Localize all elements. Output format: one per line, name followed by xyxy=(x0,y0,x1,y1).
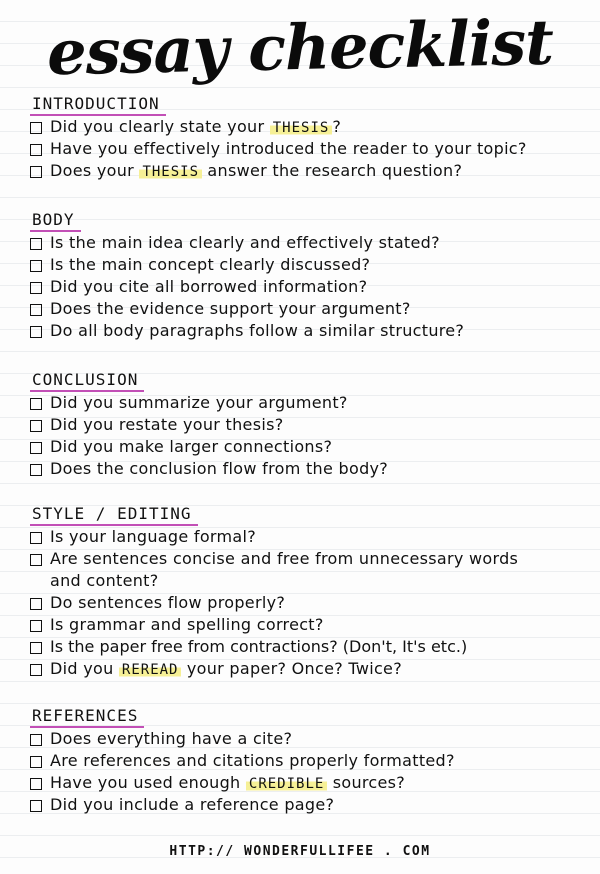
checklist-item xyxy=(26,320,592,342)
item-text: Is your language formal? xyxy=(50,527,257,546)
item-text: Have you effectively introduced the reader to your topic? xyxy=(50,139,527,158)
item-text-part: ? xyxy=(332,117,342,136)
item-text xyxy=(50,116,592,139)
item-text xyxy=(50,160,592,183)
checkbox[interactable] xyxy=(30,620,42,632)
checklist-item xyxy=(26,794,592,816)
item-text: Does the evidence support your argument? xyxy=(50,299,411,318)
checkbox[interactable] xyxy=(30,144,42,156)
checklist-item xyxy=(26,728,592,750)
checkbox[interactable] xyxy=(30,642,42,654)
checkbox[interactable] xyxy=(30,398,42,410)
checklist-item xyxy=(26,116,592,138)
checkbox[interactable] xyxy=(30,260,42,272)
item-text: Are references and citations properly formatted? xyxy=(50,751,455,770)
checkbox[interactable] xyxy=(30,304,42,316)
checklist-item xyxy=(26,160,592,182)
checklist-item xyxy=(26,592,592,614)
item-text xyxy=(50,772,592,795)
item-text: Did you include a reference page? xyxy=(50,795,335,814)
item-text: Are sentences concise and free from unnecessary words and content? xyxy=(50,549,519,590)
section-heading: BODY xyxy=(30,210,81,232)
checkbox[interactable] xyxy=(30,442,42,454)
item-text: Do sentences flow properly? xyxy=(50,593,286,612)
item-text: Does everything have a cite? xyxy=(50,729,293,748)
checklist-item xyxy=(26,414,592,436)
item-text: Did you summarize your argument? xyxy=(50,393,348,412)
checklist-item xyxy=(26,548,592,592)
highlighted-word: THESIS xyxy=(139,164,202,180)
item-text: Is grammar and spelling correct? xyxy=(50,615,324,634)
checkbox[interactable] xyxy=(30,598,42,610)
checkbox[interactable] xyxy=(30,420,42,432)
item-text: Did you restate your thesis? xyxy=(50,415,284,434)
section-body xyxy=(26,210,592,342)
item-text-part: answer the research question? xyxy=(202,161,463,180)
item-text: Is the main idea clearly and effectively stated? xyxy=(50,233,440,252)
checkbox[interactable] xyxy=(30,664,42,676)
checklist-item xyxy=(26,636,592,658)
checkbox[interactable] xyxy=(30,756,42,768)
checkbox[interactable] xyxy=(30,800,42,812)
section-introduction xyxy=(26,94,592,182)
checklist-item xyxy=(26,276,592,298)
checkbox[interactable] xyxy=(30,554,42,566)
item-text: Do all body paragraphs follow a similar structure? xyxy=(50,321,465,340)
checklist-item xyxy=(26,254,592,276)
section-references xyxy=(26,706,592,816)
checkbox[interactable] xyxy=(30,464,42,476)
checklist-item xyxy=(26,614,592,636)
item-text-part: Did you xyxy=(50,659,119,678)
item-text: Is the main concept clearly discussed? xyxy=(50,255,371,274)
section-heading: CONCLUSION xyxy=(30,370,144,392)
item-text-part: Have you used enough xyxy=(50,773,246,792)
checklist-item xyxy=(26,458,592,480)
checkbox[interactable] xyxy=(30,122,42,134)
item-text xyxy=(50,658,592,681)
checklist-item xyxy=(26,138,592,160)
item-text-part: your paper? Once? Twice? xyxy=(181,659,402,678)
highlighted-word: REREAD xyxy=(119,662,182,678)
checklist-item xyxy=(26,750,592,772)
item-text-part: Does your xyxy=(50,161,140,180)
item-text: Did you make larger connections? xyxy=(50,437,333,456)
highlighted-word: CREDIBLE xyxy=(246,776,327,792)
checklist-item xyxy=(26,232,592,254)
section-heading: STYLE / EDITING xyxy=(30,504,198,526)
checkbox[interactable] xyxy=(30,238,42,250)
checkbox[interactable] xyxy=(30,166,42,178)
checklist-item xyxy=(26,298,592,320)
checkbox[interactable] xyxy=(30,326,42,338)
section-heading: INTRODUCTION xyxy=(30,94,166,116)
section-style-editing xyxy=(26,504,592,680)
item-text-part: Did you clearly state your xyxy=(50,117,270,136)
checklist-item xyxy=(26,392,592,414)
item-text: Does the conclusion flow from the body? xyxy=(50,459,389,478)
checkbox[interactable] xyxy=(30,778,42,790)
item-text: Is the paper free from contractions? (Don't, It's etc.) xyxy=(50,637,468,656)
item-text: Did you cite all borrowed information? xyxy=(50,277,368,296)
checkbox[interactable] xyxy=(30,532,42,544)
highlighted-word: THESIS xyxy=(270,120,333,136)
checklist-item xyxy=(26,658,592,680)
checkbox[interactable] xyxy=(30,282,42,294)
checklist-item xyxy=(26,772,592,794)
checkbox[interactable] xyxy=(30,734,42,746)
checklist-item xyxy=(26,436,592,458)
section-heading: REFERENCES xyxy=(30,706,144,728)
section-conclusion xyxy=(26,370,592,480)
page-title: essay checklist xyxy=(46,5,554,90)
footer-url: HTTP:// WONDERFULLIFEE . COM xyxy=(169,844,431,859)
checklist-item xyxy=(26,526,592,548)
item-text-part: sources? xyxy=(327,773,406,792)
